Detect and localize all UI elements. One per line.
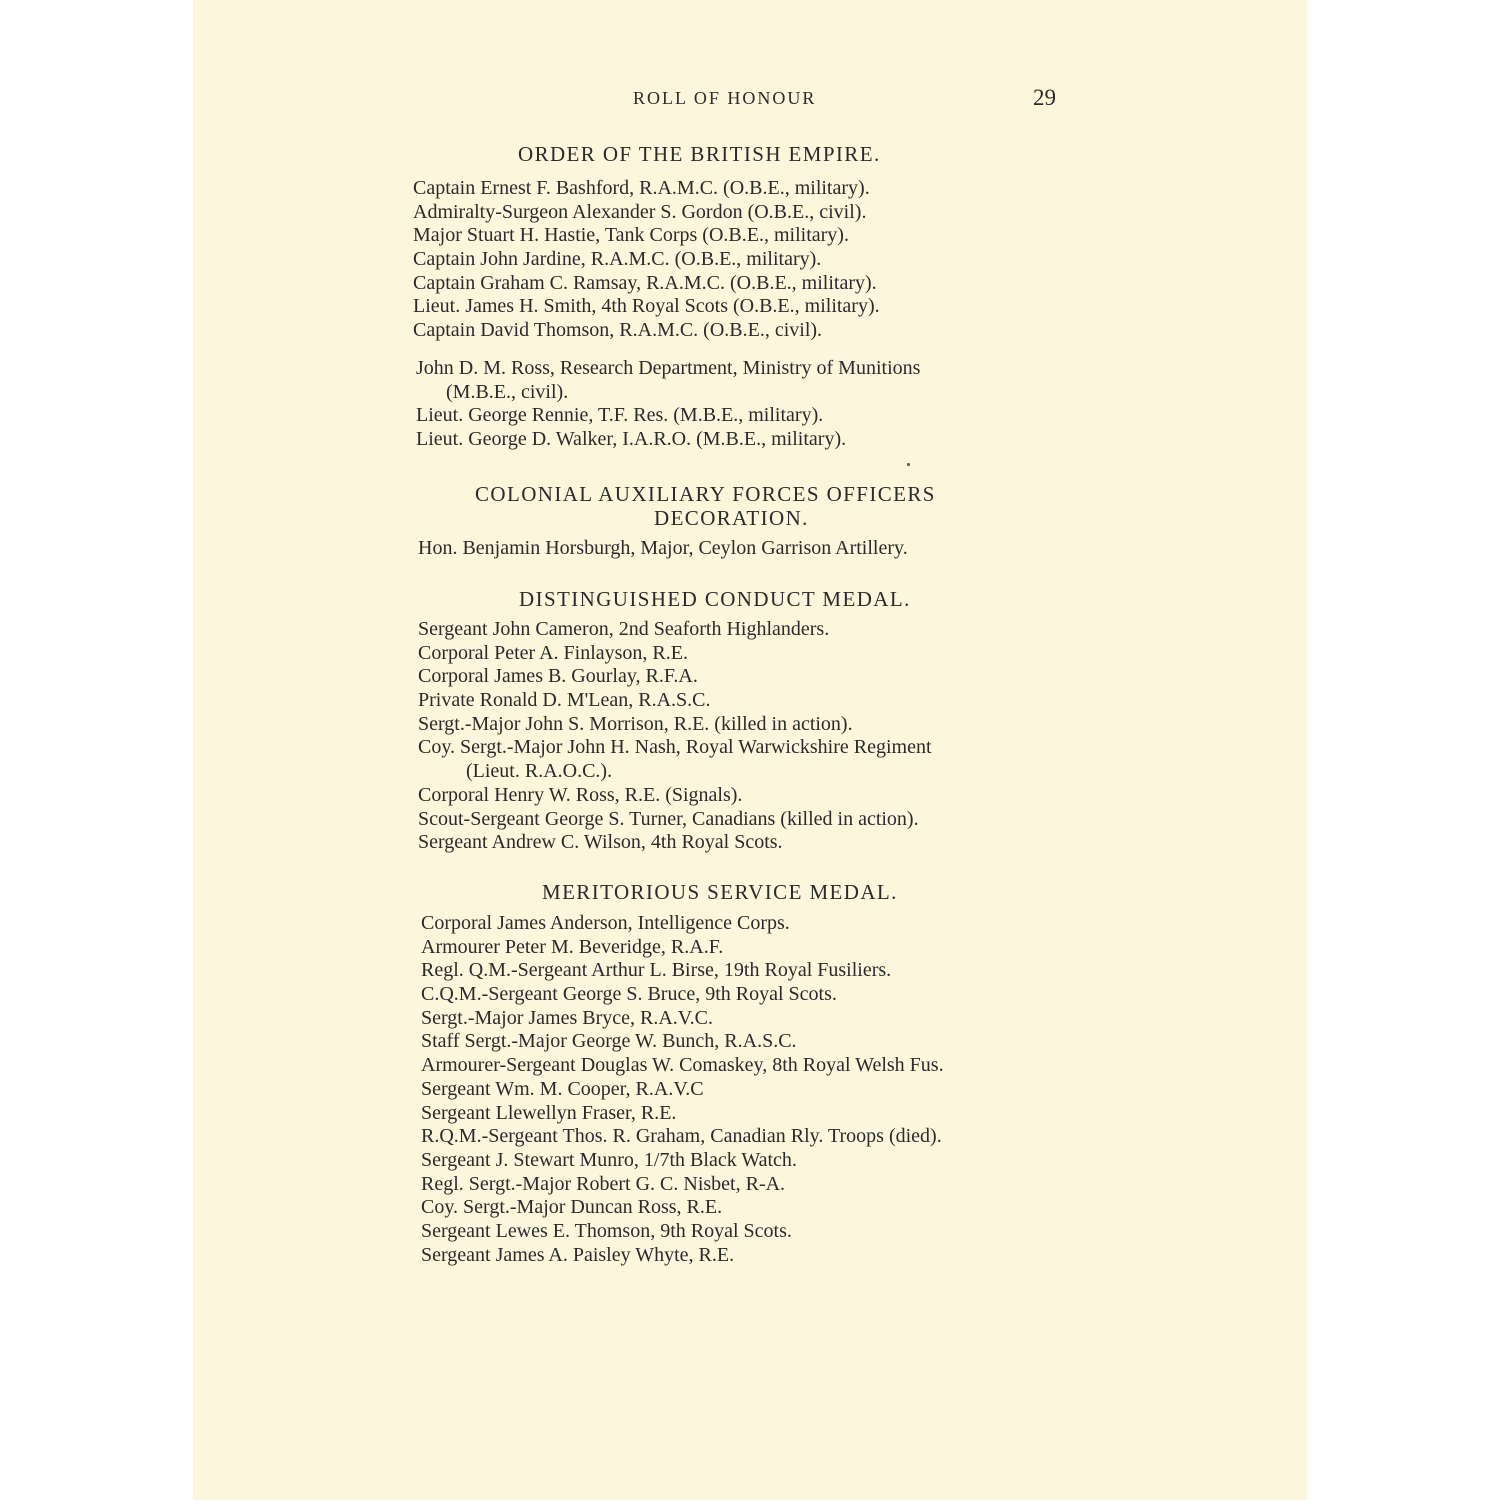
- obe-entries: [413, 177, 880, 343]
- list-item: Private Ronald D. M'Lean, R.A.S.C.: [418, 689, 711, 712]
- list-item: Corporal Peter A. Finlayson, R.E.: [418, 641, 688, 664]
- msm-entries: [421, 912, 944, 1267]
- list-item: R.Q.M.-Sergeant Thos. R. Graham, Canadian Rly. Troops (died).: [421, 1125, 942, 1148]
- list-item-continuation: (M.B.E., civil).: [446, 380, 569, 403]
- list-item: Captain John Jardine, R.A.M.C. (O.B.E., military).: [413, 248, 822, 271]
- list-item-line: Coy. Sergt.-Major John H. Nash, Royal Warwickshire Regiment: [418, 736, 932, 759]
- section-heading-colonial-line1: COLONIAL AUXILIARY FORCES OFFICERS: [475, 482, 936, 506]
- list-item-line: John D. M. Ross, Research Department, Ministry of Munitions: [416, 357, 921, 379]
- list-item: Lieut. George Rennie, T.F. Res. (M.B.E., military).: [416, 404, 824, 427]
- list-item: Admiralty-Surgeon Alexander S. Gordon (O.B.E., civil).: [413, 200, 867, 223]
- list-item: Sergeant James A. Paisley Whyte, R.E.: [421, 1243, 735, 1266]
- list-item: Corporal Henry W. Ross, R.E. (Signals).: [418, 783, 743, 806]
- section-heading-msm: MERITORIOUS SERVICE MEDAL.: [542, 880, 898, 904]
- mbe-entries: [416, 357, 920, 452]
- list-item: Captain Ernest F. Bashford, R.A.M.C. (O.B.E., military).: [413, 177, 870, 199]
- list-item: Lieut. James H. Smith, 4th Royal Scots (O.B.E., military).: [413, 295, 880, 318]
- list-item: Armourer-Sergeant Douglas W. Comaskey, 8th Royal Welsh Fus.: [421, 1054, 944, 1077]
- list-item: C.Q.M.-Sergeant George S. Bruce, 9th Royal Scots.: [421, 983, 837, 1006]
- list-item: Sergt.-Major John S. Morrison, R.E. (killed in action).: [418, 712, 853, 735]
- list-item: Scout-Sergeant George S. Turner, Canadians (killed in action).: [418, 807, 919, 830]
- list-item: Major Stuart H. Hastie, Tank Corps (O.B.E., military).: [413, 224, 849, 247]
- list-item: Lieut. George D. Walker, I.A.R.O. (M.B.E., military).: [416, 428, 847, 451]
- book-page: [193, 0, 1307, 1500]
- running-title: ROLL OF HONOUR: [633, 88, 817, 108]
- list-item: Regl. Sergt.-Major Robert G. C. Nisbet, R-A.: [421, 1172, 786, 1195]
- ink-speck: [907, 463, 910, 466]
- page-number: 29: [1033, 85, 1056, 110]
- running-head: [193, 85, 1307, 114]
- list-item: Regl. Q.M.-Sergeant Arthur L. Birse, 19th Royal Fusiliers.: [421, 959, 892, 982]
- list-item: Corporal James Anderson, Intelligence Corps.: [421, 912, 790, 934]
- list-item: Captain Graham C. Ramsay, R.A.M.C. (O.B.E., military).: [413, 271, 877, 294]
- colonial-entries: [418, 537, 908, 561]
- section-heading-obe: ORDER OF THE BRITISH EMPIRE.: [518, 142, 881, 166]
- list-item: Sergeant Llewellyn Fraser, R.E.: [421, 1101, 677, 1124]
- list-item: Sergeant John Cameron, 2nd Seaforth Highlanders.: [418, 618, 830, 640]
- dcm-entries: [418, 618, 932, 855]
- list-item: Sergeant J. Stewart Munro, 1/7th Black Watch.: [421, 1148, 797, 1171]
- list-item: Armourer Peter M. Beveridge, R.A.F.: [421, 935, 724, 958]
- list-item: Hon. Benjamin Horsburgh, Major, Ceylon Garrison Artillery.: [418, 537, 908, 559]
- list-item: Corporal James B. Gourlay, R.F.A.: [418, 665, 698, 688]
- list-item: Sergt.-Major James Bryce, R.A.V.C.: [421, 1006, 714, 1029]
- list-item: Coy. Sergt.-Major Duncan Ross, R.E.: [421, 1196, 723, 1219]
- list-item: [416, 357, 920, 404]
- list-item: Sergeant Lewes E. Thomson, 9th Royal Scots.: [421, 1219, 792, 1242]
- section-heading-colonial-line2: DECORATION.: [654, 506, 809, 530]
- list-item: [418, 736, 932, 783]
- list-item: Staff Sergt.-Major George W. Bunch, R.A.S.C.: [421, 1030, 797, 1053]
- list-item: Sergeant Andrew C. Wilson, 4th Royal Scots.: [418, 831, 783, 854]
- list-item: Sergeant Wm. M. Cooper, R.A.V.C: [421, 1077, 704, 1100]
- section-heading-dcm: DISTINGUISHED CONDUCT MEDAL.: [519, 587, 911, 611]
- list-item: Captain David Thomson, R.A.M.C. (O.B.E., civil).: [413, 319, 823, 342]
- list-item-continuation: (Lieut. R.A.O.C.).: [466, 760, 613, 783]
